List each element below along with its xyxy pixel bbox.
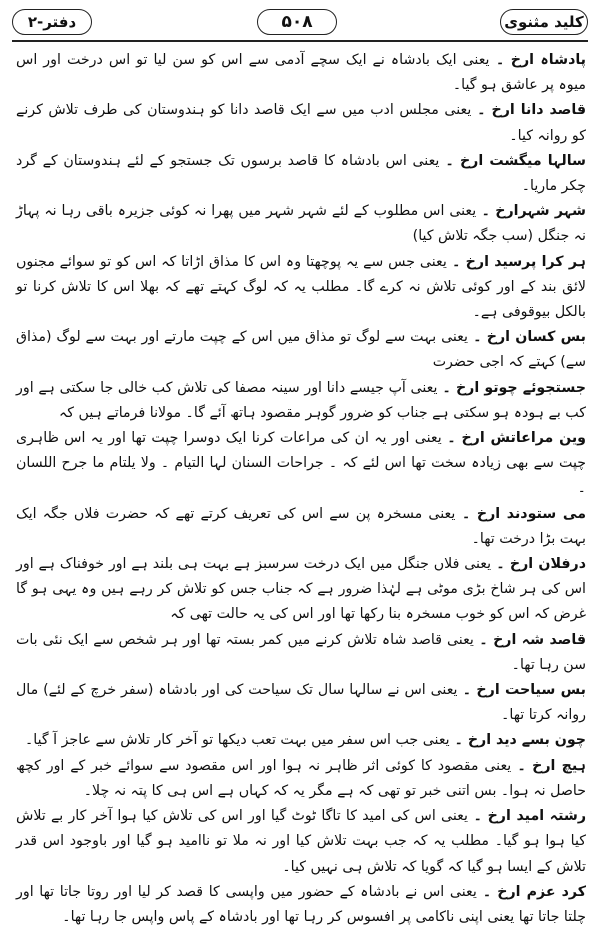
commentary-text: یعنی اس نے بادشاہ کے حضور میں واپسی کا قصد کر لیا اور روتا جاتا تھا اور چلتا جاتا تھا یعنی اپنی ناکامی پر افسوس کر رہا تھا اور بادشاہ کے پاس واپس جا رہا تھا۔ xyxy=(16,883,586,925)
verse-reference: پادشاہ ارخ ۔ xyxy=(489,52,587,68)
verse-reference: بس سیاحت ارخ ۔ xyxy=(457,682,586,699)
commentary-paragraph xyxy=(16,552,586,628)
verse-reference: قاصد شہ ارخ ۔ xyxy=(473,631,586,648)
commentary-paragraph xyxy=(16,502,586,552)
commentary-text: یعنی مقصود کا کوئی اثر ظاہر نہ ہوا اور اس مقصود سے سوائے خبر کے اور کچھ حاصل نہ ہوا۔ بس اتنی خبر تو تھی کہ ہے مگر یہ کہ کہاں ہے اس ہی کا پتہ نہ چلا۔ xyxy=(16,757,586,799)
commentary-text: یعنی جس سے یہ پوچھتا وہ اس کا مذاق اڑاتا کہ اس کو تو سوائے مجنوں لائق بند کے اور کوئی تلاش نہ کرے گا۔ مطلب یہ کہ لوگ کہتے تھے کہ بھلا اس کا تلاش کرنا تو بالکل بیوقوفی ہے۔ xyxy=(16,253,586,321)
commentary-paragraph xyxy=(16,728,586,753)
page-number-box xyxy=(257,9,337,35)
commentary-paragraph xyxy=(16,754,586,804)
verse-reference: رشتہ امید ارخ ۔ xyxy=(467,808,586,825)
commentary-text: یعنی بہت سے لوگ تو مذاق میں اس کے چپت مارتے اور بہت سے لوگ (مذاق سے) کہتے کہ اجی حضرت xyxy=(16,329,586,371)
commentary-paragraph xyxy=(16,250,586,326)
commentary-paragraph xyxy=(16,199,586,249)
volume-box xyxy=(12,9,92,35)
verse-reference: چون بسے دید ارخ ۔ xyxy=(449,732,586,749)
verse-reference: می ستودند ارخ ۔ xyxy=(455,505,586,522)
commentary-text: یعنی ایک بادشاہ نے ایک سچے آدمی سے اس کو سن لیا تو اس درخت اور اس میوہ پر عاشق ہو گیا۔ xyxy=(16,52,586,94)
commentary-paragraph xyxy=(16,426,586,502)
commentary-paragraph xyxy=(16,98,586,148)
commentary-paragraph xyxy=(16,880,586,930)
book-title: کلید مثنوی xyxy=(504,13,584,31)
commentary-text: یعنی اس کی امید کا تاگا ٹوٹ گیا اور اس کی تلاش کیا ہوا آخر کار بے تلاش کیا ہوا ہو گیا۔ مطلب یہ کہ جب بہت تلاش کیا اور نہ ملا تو ناامید ہو گیا اور باوجود اس قدر تلاش کے ایسا ہو گیا کہ گویا کہ تلاش ہی نہیں کیا۔ xyxy=(16,808,586,875)
commentary-paragraph xyxy=(16,678,586,728)
verse-reference: شہر شہرارخ ۔ xyxy=(476,203,586,220)
verse-reference: ہر کرا پرسید ارخ ۔ xyxy=(446,253,586,270)
commentary-paragraph xyxy=(16,804,586,880)
commentary-text: یعنی مسخرہ پن سے اس کی تعریف کرتے تھے کہ حضرت فلاں جگہ ایک بہت بڑا درخت تھا۔ xyxy=(16,505,586,547)
commentary-text: یعنی قاصد شاہ تلاش کرنے میں کمر بستہ تھا اور ہر شخص سے ایک نئی بات سن رہا تھا۔ xyxy=(16,631,586,673)
commentary-text: یعنی جب اس سفر میں بہت تعب دیکھا تو آخر کار تلاش سے عاجز آ گیا۔ xyxy=(24,732,450,749)
commentary-text: یعنی مجلس ادب میں سے ایک قاصد دانا کو ہندوستان کی طرف تلاش کرنے کو روانہ کیا۔ xyxy=(16,102,586,144)
commentary-text: یعنی اور یہ ان کی مراعات کرنا ایک دوسرا چپت تھا اور یہ اس ظاہری چپت سے بھی زیادہ سخت تھا اس لئے کہ ۔ جراحات السنان لہا التیام ۔ ولا یلتام ما جرح اللسان ۔ xyxy=(16,430,586,497)
commentary-paragraph xyxy=(16,149,586,199)
commentary-body xyxy=(16,48,586,930)
verse-reference: ہیچ ارخ ۔ xyxy=(511,757,586,774)
verse-reference: بس کسان ارخ ۔ xyxy=(467,329,586,346)
volume-label: دفتر-۲ xyxy=(27,13,77,31)
commentary-text: یعنی فلاں جنگل میں ایک درخت سرسبز ہے بہت ہی بلند ہے اور خوفناک ہے اور اس کی ہر شاخ بڑی موٹی ہے لہٰذا ضرور ہے کہ جناب جس کو تلاش کر رہے ہیں وہ یہی ہو گا غرض کہ اس کو خوب مسخرہ بنا رکھا تھا اور اس کی یہ حالت تھی کہ xyxy=(16,556,586,623)
verse-reference: وین مراعاتش ارخ ۔ xyxy=(441,430,586,447)
page-number: ۵۰۸ xyxy=(281,12,313,32)
commentary-text: یعنی آپ جیسے دانا اور سینہ مصفا کی تلاش کب خالی جا سکتی ہے اور کب بے ہودہ ہو سکتی ہے جناب کو ضرور گوہر مقصود ہاتھ آئے گا۔ مولانا فرماتے ہیں کہ xyxy=(16,379,586,421)
verse-reference: کرد عزم ارخ ۔ xyxy=(476,883,586,900)
commentary-paragraph xyxy=(16,628,586,678)
book-title-box xyxy=(500,9,588,35)
verse-reference: جستجوئے چوتو ارخ ۔ xyxy=(437,379,586,396)
commentary-text: یعنی اس نے سالہا سال تک سیاحت کی اور بادشاہ (سفر خرچ کے لئے) مال روانہ کرتا تھا۔ xyxy=(16,682,586,724)
commentary-paragraph xyxy=(16,376,586,426)
verse-reference: قاصد دانا ارخ ۔ xyxy=(471,102,587,119)
verse-reference: سالہا میگشت ارخ ۔ xyxy=(439,152,586,169)
page-header xyxy=(12,6,588,42)
commentary-paragraph xyxy=(16,48,586,98)
commentary-text: یعنی اس بادشاہ کا قاصد برسوں تک جستجو کے لئے ہندوستان کے گرد چکر ماریا۔ xyxy=(16,152,586,195)
commentary-paragraph xyxy=(16,325,586,375)
commentary-text: یعنی اس مطلوب کے لئے شہر شہر میں پھرا نہ کوئی جزیرہ باقی رہا نہ پہاڑ نہ جنگل (سب جگہ تلاش کیا) xyxy=(16,203,586,245)
verse-reference: درفلان ارخ ۔ xyxy=(491,556,586,573)
